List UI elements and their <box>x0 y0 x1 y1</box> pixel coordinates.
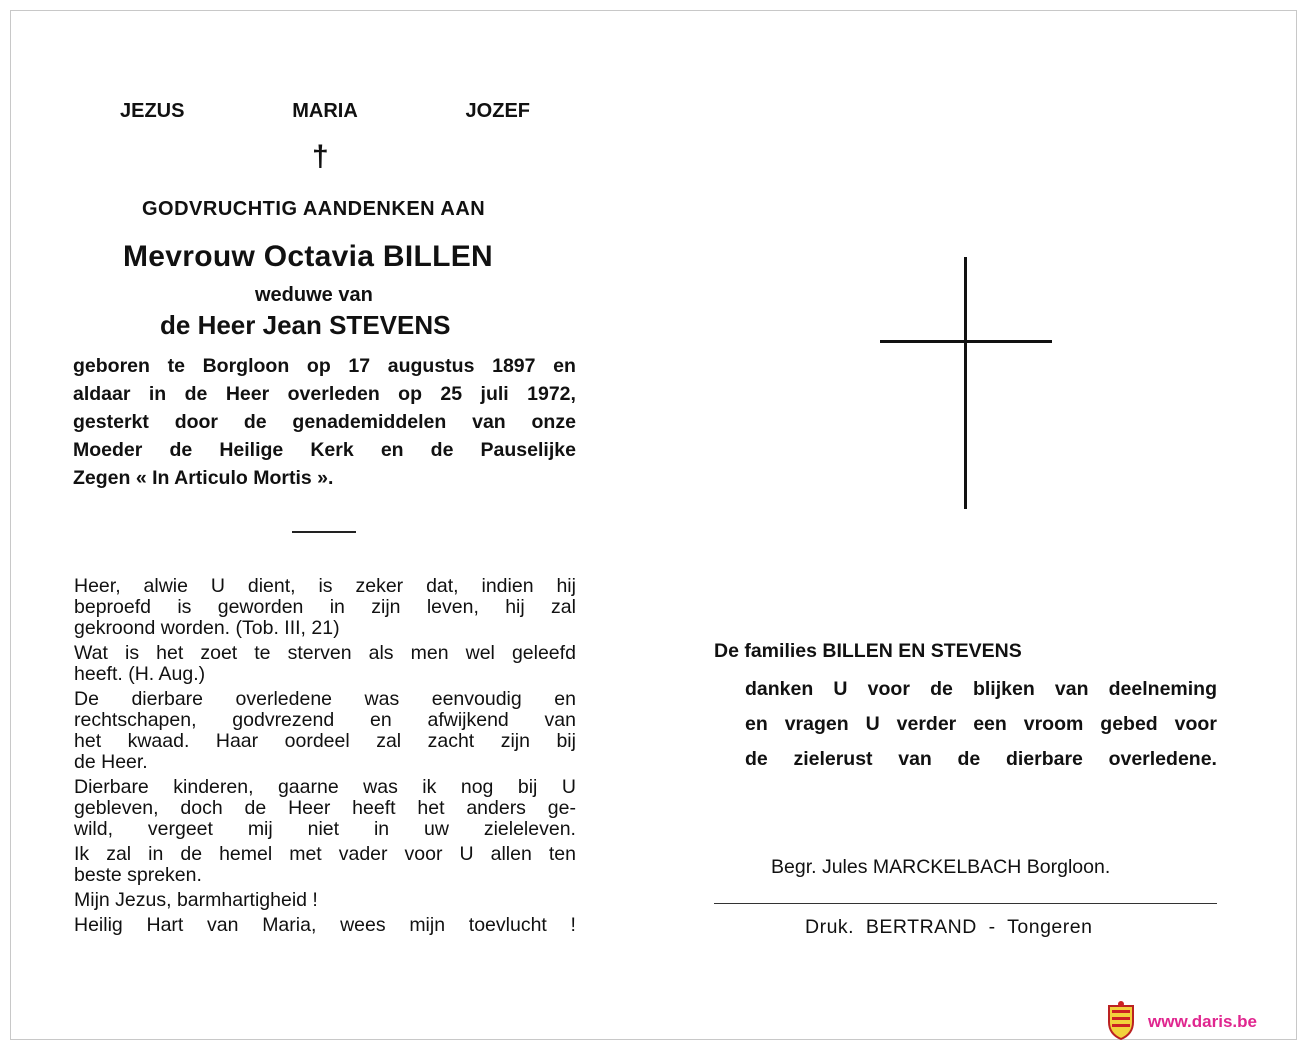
prayer-last-line: gekroond worden. (Tob. III, 21) <box>74 617 340 639</box>
memorial-intro: GODVRUCHTIG AANDENKEN AAN <box>142 198 486 220</box>
word: allen <box>490 843 532 865</box>
word: rechtschapen, <box>74 709 197 731</box>
word: U <box>833 678 848 700</box>
word: U <box>210 575 225 597</box>
word: aldaar <box>73 383 131 405</box>
prayer-line <box>74 819 576 840</box>
word: met <box>289 843 322 865</box>
deceased-name-prefix: Mevrouw Octavia <box>123 240 383 273</box>
word: Heer, <box>74 575 121 597</box>
word: de <box>169 439 193 461</box>
word: onze <box>531 411 576 433</box>
word: Ik <box>74 843 90 865</box>
word: Kerk <box>310 439 354 461</box>
word: Haar <box>215 730 259 752</box>
word: hij <box>556 575 576 597</box>
biography-last-line: Zegen « In Articulo Mortis ». <box>73 467 334 489</box>
prayer-line <box>74 731 576 752</box>
word: Heilig <box>74 914 123 936</box>
biography-lines <box>73 352 576 464</box>
word: de <box>180 843 203 865</box>
word: zeker <box>355 575 404 597</box>
thanks-line <box>745 672 1217 707</box>
name-jezus: JEZUS <box>120 100 185 122</box>
word: de <box>430 439 454 461</box>
word: is <box>125 642 140 664</box>
prayer-last-line: heeft. (H. Aug.) <box>74 663 206 685</box>
biography-line <box>73 436 576 464</box>
word: het <box>74 730 102 752</box>
word: doch <box>180 797 223 819</box>
word: te <box>254 642 271 664</box>
footer-rule <box>714 903 1217 904</box>
word: 1897 <box>492 355 536 377</box>
crest-logo-icon <box>1105 1000 1137 1040</box>
word: 1972, <box>527 383 576 405</box>
word: was <box>364 688 400 710</box>
word: een <box>973 713 1007 735</box>
word: is <box>177 596 192 618</box>
word: de <box>957 748 981 770</box>
word: de <box>243 411 267 433</box>
prayer-line <box>74 689 576 710</box>
word: Heilige <box>219 439 284 461</box>
word: geleefd <box>511 642 576 664</box>
word: uw <box>424 818 449 840</box>
word: in <box>373 818 390 840</box>
word: in <box>148 843 164 865</box>
biography <box>73 352 576 492</box>
divider <box>292 531 356 533</box>
word: van <box>472 411 506 433</box>
word: de <box>184 383 208 405</box>
word: ik <box>422 776 437 798</box>
word: voor <box>867 678 910 700</box>
word: niet <box>307 818 340 840</box>
word: De <box>74 688 99 710</box>
word: de <box>244 797 267 819</box>
word: en <box>369 709 392 731</box>
word: en <box>554 688 576 710</box>
prayer-line <box>74 643 576 664</box>
word: wel <box>465 642 495 664</box>
word: toevlucht <box>468 914 547 936</box>
word: overledene. <box>1108 748 1217 770</box>
prayer-line <box>74 576 576 597</box>
word: Pauselijke <box>480 439 576 461</box>
word: zal <box>376 730 402 752</box>
husband-name-prefix: de Heer Jean <box>160 310 330 340</box>
prayer-paragraph <box>74 689 576 773</box>
word: beproefd <box>74 596 151 618</box>
widow-of: weduwe van <box>255 284 373 306</box>
word: het <box>417 797 445 819</box>
word: indien <box>481 575 534 597</box>
prayer-line <box>74 777 576 798</box>
word: gesterkt <box>73 411 149 433</box>
word: godvrezend <box>232 709 335 731</box>
prayer-paragraph <box>74 890 576 911</box>
word: anders <box>466 797 526 819</box>
prayer-paragraph <box>74 576 576 639</box>
word: overleden <box>287 383 380 405</box>
word: zielerust <box>793 748 873 770</box>
deceased-name <box>123 240 493 274</box>
biography-line <box>73 380 576 408</box>
printer: Druk. BERTRAND - Tongeren <box>805 916 1093 938</box>
word: men <box>410 642 449 664</box>
word: Heer <box>288 797 331 819</box>
name-maria: MARIA <box>292 100 358 122</box>
biography-line <box>73 352 576 380</box>
husband-name <box>160 310 450 341</box>
word: alwie <box>143 575 188 597</box>
word: U <box>459 843 474 865</box>
word: van <box>1054 678 1089 700</box>
word: heeft <box>352 797 396 819</box>
prayer-paragraph <box>74 844 576 886</box>
word: oordeel <box>284 730 350 752</box>
word: zacht <box>427 730 475 752</box>
name-jozef: JOZEF <box>465 100 530 122</box>
word: door <box>174 411 219 433</box>
funeral-director: Begr. Jules MARCKELBACH Borgloon. <box>771 856 1111 878</box>
small-cross-icon: † <box>312 140 329 173</box>
word: zoet <box>200 642 238 664</box>
word: leven, <box>426 596 479 618</box>
word: ten <box>548 843 576 865</box>
prayer-line <box>74 844 576 865</box>
word: zal <box>551 596 576 618</box>
word: en <box>745 713 768 735</box>
word: zijn <box>500 730 530 752</box>
word: Heer <box>225 383 270 405</box>
word: afwijkend <box>427 709 509 731</box>
word: kwaad. <box>127 730 190 752</box>
thanks-text <box>745 672 1217 777</box>
word: vroom <box>1023 713 1084 735</box>
word: van <box>207 914 239 936</box>
prayer-last-line: de Heer. <box>74 751 148 773</box>
word: te <box>167 355 185 377</box>
word: zijn <box>371 596 401 618</box>
word: bij <box>517 776 538 798</box>
word: was <box>363 776 398 798</box>
word: geworden <box>217 596 304 618</box>
word: deelneming <box>1108 678 1217 700</box>
thanks-line <box>745 742 1217 777</box>
word: wees <box>340 914 386 936</box>
word: en <box>553 355 576 377</box>
word: hij <box>505 596 525 618</box>
word: als <box>368 642 394 664</box>
word: vergeet <box>147 818 213 840</box>
word: dierbare <box>1005 748 1083 770</box>
word: bij <box>556 730 576 752</box>
word: is <box>318 575 333 597</box>
word: Moeder <box>73 439 143 461</box>
word: ! <box>570 914 576 936</box>
word: sterven <box>287 642 352 664</box>
word: 25 <box>440 383 463 405</box>
word: eenvoudig <box>431 688 522 710</box>
header-names <box>120 100 530 123</box>
word: Hart <box>146 914 184 936</box>
word: overledene <box>235 688 333 710</box>
word: Borgloon <box>202 355 290 377</box>
site-link[interactable]: www.daris.be <box>1148 1012 1257 1031</box>
families-line: De families BILLEN EN STEVENS <box>714 640 1022 662</box>
word: mij <box>247 818 273 840</box>
word: dat, <box>426 575 459 597</box>
word: wild, <box>74 818 114 840</box>
deceased-surname: BILLEN <box>382 240 494 273</box>
word: de <box>930 678 953 700</box>
large-cross-bar <box>880 340 1052 343</box>
word: mijn <box>409 914 446 936</box>
word: zal <box>106 843 132 865</box>
word: dierbare <box>131 688 203 710</box>
prayer-paragraph <box>74 643 576 685</box>
word: op <box>306 355 331 377</box>
word: blijken <box>972 678 1035 700</box>
word: Wat <box>74 642 108 664</box>
word: en <box>380 439 404 461</box>
word: vader <box>338 843 388 865</box>
word: U <box>561 776 576 798</box>
word: 17 <box>348 355 371 377</box>
prayers <box>74 576 576 940</box>
word: gaarne <box>277 776 339 798</box>
word: hemel <box>219 843 273 865</box>
word: kinderen, <box>173 776 254 798</box>
word: voor <box>404 843 443 865</box>
word: voor <box>1174 713 1217 735</box>
word: van <box>898 748 932 770</box>
word: zieleleven. <box>483 818 576 840</box>
prayer-paragraph <box>74 777 576 840</box>
prayer-last-line: beste spreken. <box>74 864 202 886</box>
prayer-line <box>74 915 576 936</box>
large-cross-icon <box>964 257 967 509</box>
prayer-line <box>74 597 576 618</box>
word: het <box>156 642 184 664</box>
word: augustus <box>387 355 475 377</box>
word: van <box>544 709 576 731</box>
word: Maria, <box>262 914 317 936</box>
word: dient, <box>247 575 296 597</box>
thanks-line <box>745 707 1217 742</box>
word: de <box>745 748 768 770</box>
word: verder <box>896 713 957 735</box>
word: U <box>865 713 880 735</box>
prayer-line <box>74 710 576 731</box>
word: gebed <box>1100 713 1158 735</box>
word: danken <box>745 678 814 700</box>
word: op <box>398 383 422 405</box>
biography-line <box>73 408 576 436</box>
word: geboren <box>73 355 150 377</box>
husband-surname: STEVENS <box>329 310 451 340</box>
word: vragen <box>784 713 849 735</box>
word: genademiddelen <box>292 411 447 433</box>
word: ge- <box>547 797 576 819</box>
word: nog <box>460 776 494 798</box>
prayer-last-line: Mijn Jezus, barmhartigheid ! <box>74 889 318 911</box>
word: in <box>148 383 167 405</box>
prayer-paragraph <box>74 915 576 936</box>
word: in <box>329 596 345 618</box>
word: Dierbare <box>74 776 149 798</box>
word: juli <box>480 383 509 405</box>
word: gebleven, <box>74 797 159 819</box>
prayer-line <box>74 798 576 819</box>
